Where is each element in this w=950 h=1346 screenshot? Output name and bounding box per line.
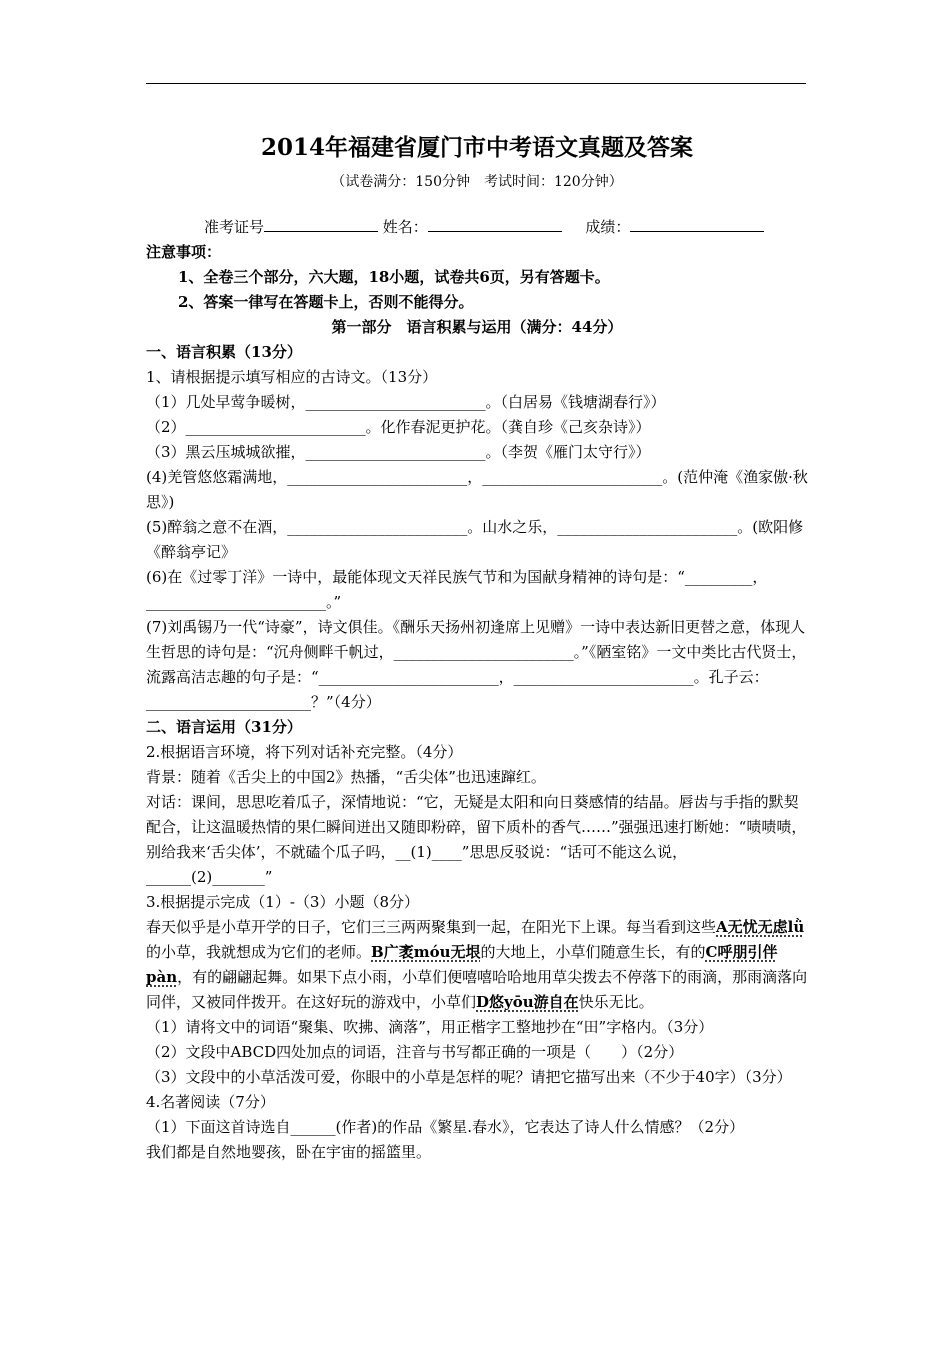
note-1: 1、全卷三个部分，六大题，18小题，试卷共6页，另有答题卡。	[178, 268, 610, 286]
id-blank	[264, 216, 378, 232]
section-1-heading: 一、语言积累（13分）	[146, 343, 302, 361]
question-1-3: （3）黑云压城城欲摧，________________________。（李贺《雁门太守行》）	[146, 443, 651, 461]
exam-page	[146, 130, 808, 1165]
score-blank	[630, 216, 764, 232]
option-d-word: D悠yōu游自在	[476, 993, 579, 1011]
question-4-1: （1）下面这首诗选自______(作者)的作品《繁星.春水》，它表达了诗人什么情感？（2分）	[146, 1118, 745, 1136]
passage-text: ，有的翩翩起舞。如果下点小雨，小草们便嘻嘻哈哈地用草尖拨去不停落下的雨滴，那雨滴落向同伴，又被同伴拨开。在这好玩的游戏中，小草们	[146, 968, 808, 1011]
question-3-2: （2）文段中ABCD四处加点的词语，注音与书写都正确的一项是（ ）（2分）	[146, 1043, 684, 1061]
question-4-poem: 我们都是自然地婴孩，卧在宇宙的摇篮里。	[146, 1143, 432, 1161]
question-1-5: (5)醉翁之意不在酒，________________________。山水之乐，________________________。(欧阳修《醉翁亭记》	[146, 518, 804, 561]
question-1-2: （2）________________________。化作春泥更护花。（龚自珍《己亥杂诗》）	[146, 418, 651, 436]
question-3-passage	[146, 915, 808, 1015]
note-2: 2、答案一律写在答题卡上，否则不能得分。	[178, 293, 474, 311]
question-1-6: (6)在《过零丁洋》一诗中，最能体现文天祥民族气节和为国献身精神的诗句是：“_________，________________________。”	[146, 568, 768, 611]
question-3: 3.根据提示完成（1）-（3）小题（8分）	[146, 893, 420, 911]
passage-text: 春天似乎是小草开学的日子，它们三三两两聚集到一起，在阳光下上课。每当看到这些	[146, 918, 717, 936]
option-b-word: B广袤móu无垠	[371, 943, 481, 961]
option-c-word: C呼朋引伴pàn	[146, 943, 778, 986]
part-1-heading: 第一部分 语言积累与运用（满分：44分）	[331, 318, 623, 336]
question-3-1: （1）请将文中的词语“聚集、吹拂、滴落”，用正楷字工整地抄在“田”字格内。（3分）	[146, 1018, 714, 1036]
question-1-7: (7)刘禹锡乃一代“诗豪”，诗文俱佳。《酬乐天扬州初逢席上见赠》一诗中表达新旧更替之意，体现人生哲思的诗句是：“沉舟侧畔千帆过，________________________。”《陋室铭》一文中类比古代贤士，流露高洁志趣的句子是：“________________________，________________________。孔子云：______________________？”（4分）	[146, 618, 807, 711]
question-3-3: （3）文段中的小草活泼可爱，你眼中的小草是怎样的呢？请把它描写出来（不少于40字）（3分）	[146, 1068, 792, 1086]
page-title: 2014年福建省厦门市中考语文真题及答案	[260, 134, 693, 161]
score-label: 成绩：	[585, 218, 631, 236]
question-2-background: 背景：随着《舌尖上的中国2》热播，“舌尖体”也迅速蹿红。	[146, 768, 546, 786]
question-2: 2.根据语言环境，将下列对话补充完整。（4分）	[146, 743, 463, 761]
passage-text: 快乐无比。	[578, 993, 654, 1011]
question-4: 4.名著阅读（7分）	[146, 1093, 275, 1111]
header-rule	[146, 83, 806, 84]
option-a-word: A无忧无虑lǜ	[716, 918, 805, 936]
section-2-heading: 二、语言运用（31分）	[146, 718, 302, 736]
question-1-4: (4)羌管悠悠霜满地，________________________，________________________。(范仲淹《渔家傲·秋思》)	[146, 468, 808, 511]
question-2-dialog: 对话：课间，思思吃着瓜子，深情地说：“它，无疑是太阳和向日葵感情的结晶。唇齿与手指的默契配合，让这温暖热情的果仁瞬间迸出又随即粉碎，留下质朴的香气……”强强迅速打断她：“啧啧啧，别给我来‘舌尖体’，不就磕个瓜子吗，__(1)____”思思反驳说：“话可不能这么说，______(2)_______”	[146, 793, 807, 886]
passage-text: 的大地上，小草们随意生长，有的	[480, 943, 706, 961]
exam-subtitle: （试卷满分：150分钟 考试时间：120分钟）	[331, 174, 623, 190]
question-1-1: （1）几处早莺争暖树，________________________。（白居易《钱塘湖春行》）	[146, 393, 666, 411]
passage-text: 的小草，我就想成为它们的老师。	[146, 943, 372, 961]
name-blank	[428, 216, 562, 232]
id-label: 准考证号	[204, 218, 265, 236]
candidate-info	[204, 214, 808, 240]
notes-heading: 注意事项：	[146, 243, 222, 261]
name-label: 姓名：	[382, 218, 428, 236]
question-1: 1、请根据提示填写相应的古诗文。（13分）	[146, 368, 438, 386]
